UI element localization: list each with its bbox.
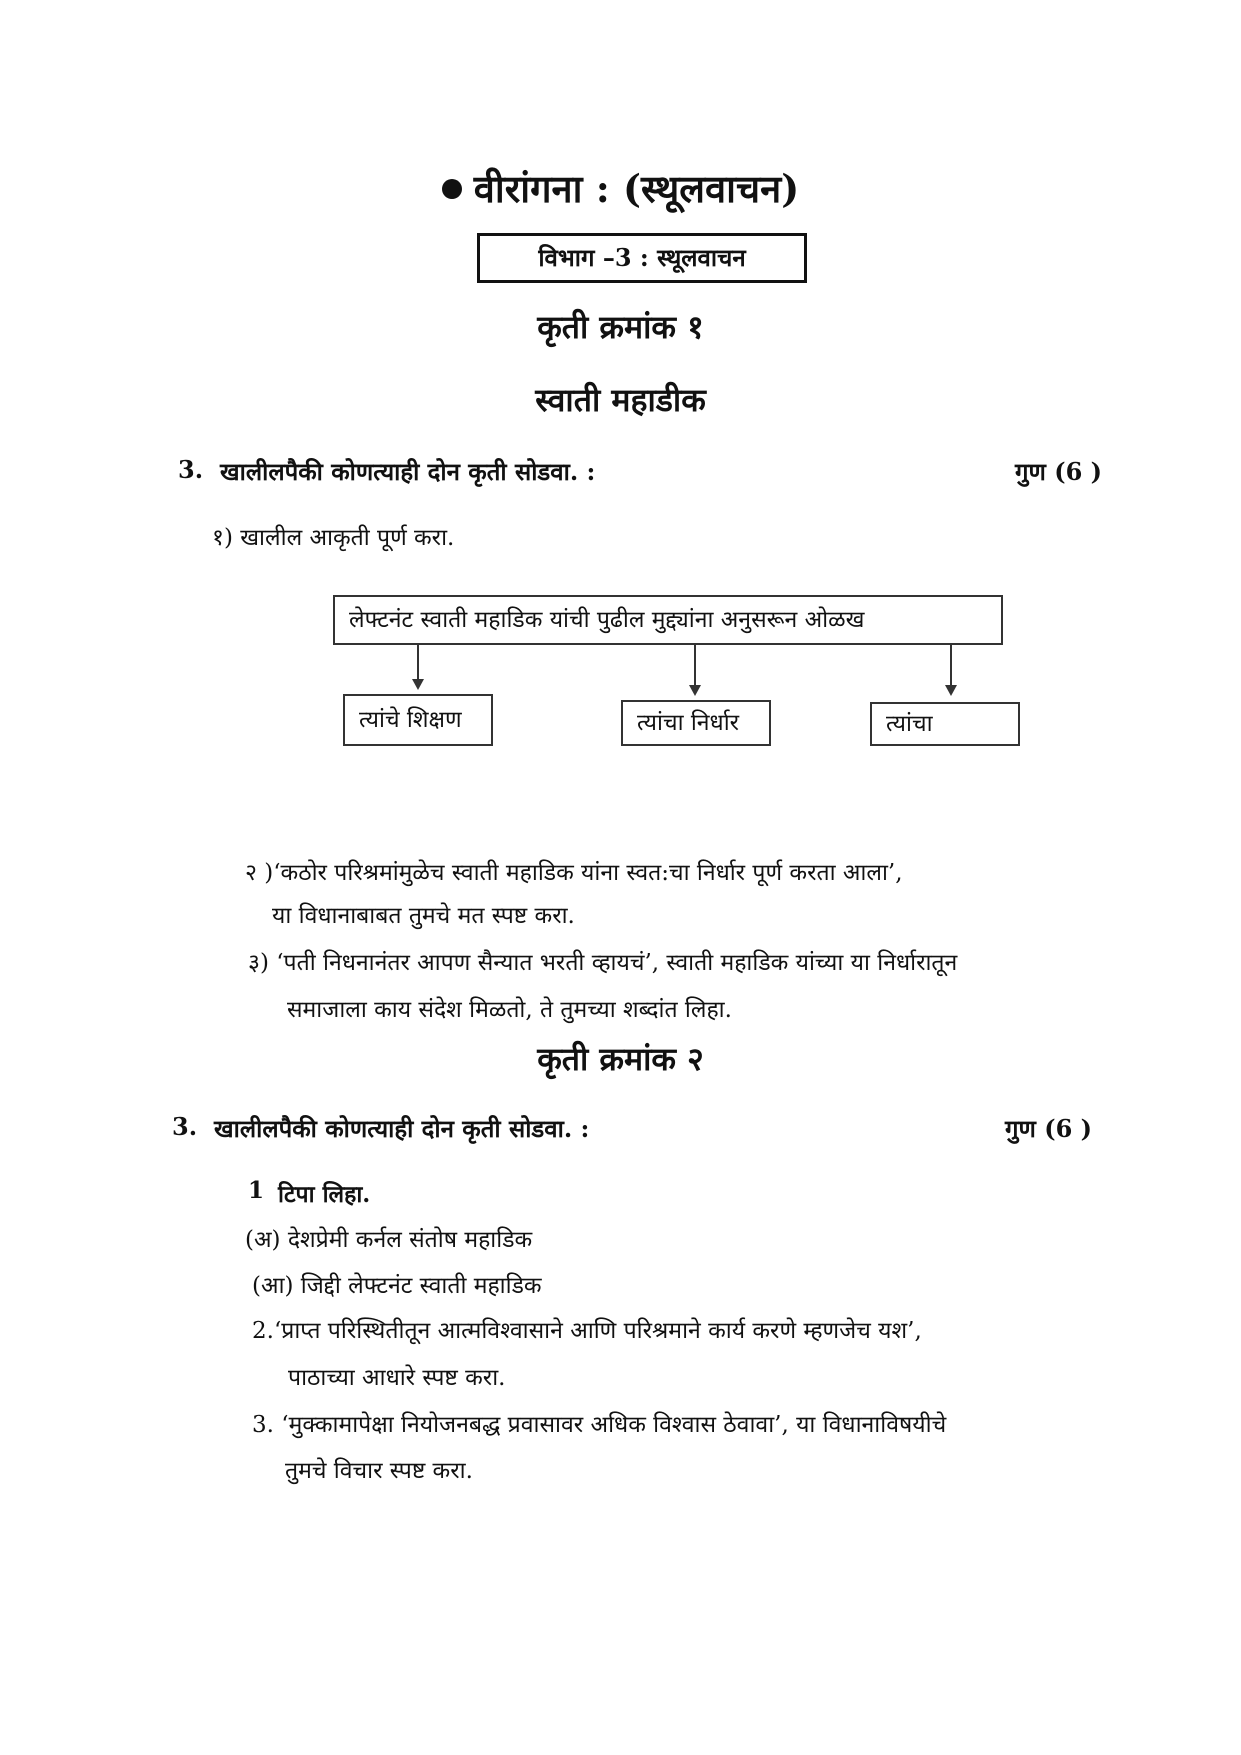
activity2-item3-line2: तुमचे विचार स्पष्ट करा. [285,1458,473,1484]
activity1-q3-line2: समाजाला काय संदेश मिळतो, ते तुमच्या शब्दांत लिहा. [287,997,732,1023]
arrow-down-icon [945,685,957,696]
activity2-question-text: खालीलपैकी कोणत्याही दोन कृती सोडवा. : [214,1114,590,1143]
activity1-q2-line2: या विधानाबाबत तुमचे मत स्पष्ट करा. [272,903,575,929]
activity1-q3-line1: ३) ‘पती निधनानंतर आपण सैन्यात भरती व्हायचं’, स्वाती महाडिक यांच्या या निर्धारातून [248,950,958,976]
activity2-heading: कृती क्रमांक २ [537,1040,704,1078]
activity2-item1-number: 1 [248,1177,265,1204]
diagram-box-determination [621,700,771,746]
activity2-item2-line2: पाठाच्या आधारे स्पष्ट करा. [288,1365,506,1391]
activity2-item3-line1: 3. ‘मुक्कामापेक्षा नियोजनबद्ध प्रवासावर अधिक विश्वास ठेवावा’, या विधानाविषयीचे [252,1412,947,1438]
activity2-marks: गुण (6 ) [1005,1114,1092,1143]
activity1-q1: १) खालील आकृती पूर्ण करा. [212,525,455,551]
diagram-top-text: लेफ्टनंट स्वाती महाडिक यांची पुढील मुद्द्यांना अनुसरून ओळख [349,606,865,633]
diagram-top-box [333,595,1003,645]
activity2-item2-line1: 2.‘प्राप्त परिस्थितीतून आत्मविश्वासाने आणि परिश्रमाने कार्य करणे म्हणजेच यश’, [252,1318,922,1344]
diagram-box-determination-text: त्यांचा निर्धार [637,709,740,736]
activity1-question-text: खालीलपैकी कोणत्याही दोन कृती सोडवा. : [220,457,596,486]
arrow-line-3 [950,645,952,685]
arrow-line-2 [694,645,696,685]
activity1-question-number: 3. [178,455,204,484]
diagram-box-third [870,702,1020,746]
activity1-heading: कृती क्रमांक १ [537,308,704,346]
bullet-icon [442,179,462,199]
activity1-subheading: स्वाती महाडीक [535,381,706,419]
activity2-item1-title: टिपा लिहा. [278,1181,371,1208]
section-label-box [477,233,807,283]
activity1-q2-line1: २ )‘कठोर परिश्रमांमुळेच स्वाती महाडिक यांना स्वत:चा निर्धार पूर्ण करता आला’, [245,860,903,886]
section-label: विभाग –3 : स्थूलवाचन [538,243,746,272]
page-title-text: वीरांगना : (स्थूलवाचन) [473,166,800,211]
activity2-question-number: 3. [172,1112,198,1141]
page-title [0,162,1241,214]
arrow-down-icon [689,685,701,696]
diagram-box-education [343,694,493,746]
arrow-line-1 [417,645,419,679]
activity2-item1-b: (आ) जिद्दी लेफ्टनंट स्वाती महाडिक [252,1273,542,1299]
activity2-item1-a: (अ) देशप्रेमी कर्नल संतोष महाडिक [245,1227,533,1253]
activity1-marks: गुण (6 ) [1015,457,1102,486]
arrow-down-icon [412,679,424,690]
diagram-box-education-text: त्यांचे शिक्षण [359,706,462,733]
diagram-box-third-text: त्यांचा [886,710,933,737]
